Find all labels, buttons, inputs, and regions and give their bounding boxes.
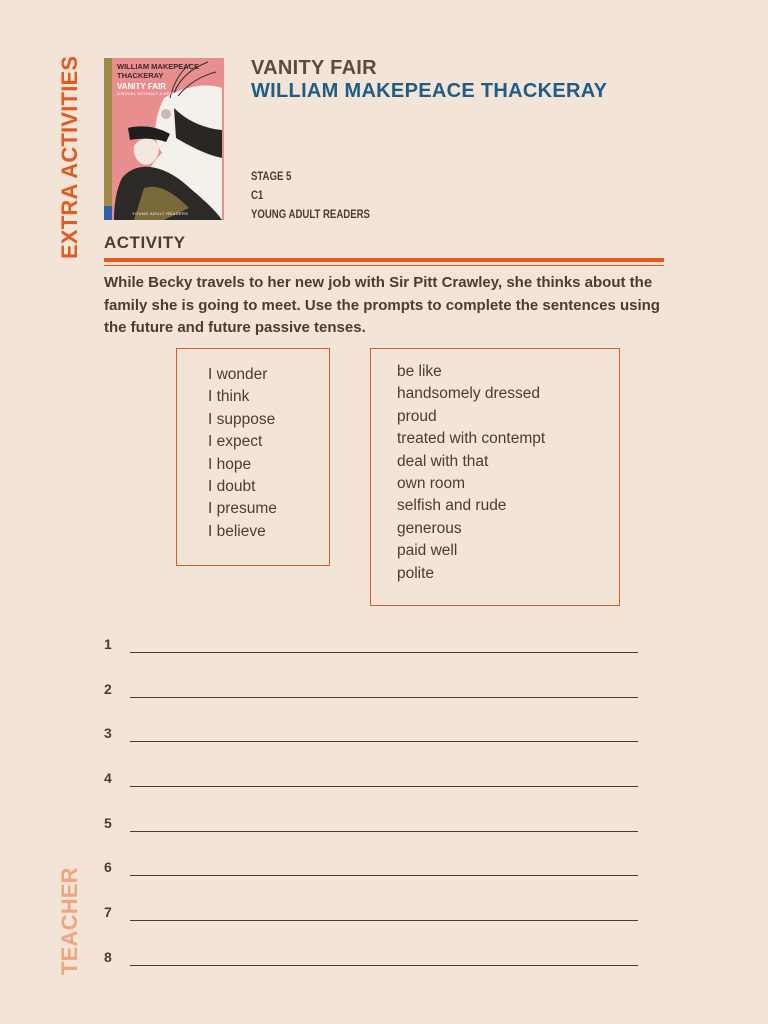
answer-number: 2 [104, 681, 112, 697]
cover-title: VANITY FAIR [117, 82, 167, 91]
answer-line[interactable] [130, 831, 638, 832]
answer-line[interactable] [130, 652, 638, 653]
answer-row-5[interactable] [104, 815, 644, 839]
answer-line[interactable] [130, 920, 638, 921]
prompt-box-phrases [370, 348, 620, 606]
heading-divider-thin [104, 265, 664, 266]
cover-subtitle: A NOVEL WITHOUT A HERO [117, 91, 177, 96]
prompt-item: selfish and rude [397, 497, 507, 515]
answer-number: 8 [104, 949, 112, 965]
book-title: VANITY FAIR [251, 57, 377, 79]
answer-line[interactable] [130, 786, 638, 787]
prompt-item: I presume [208, 500, 277, 518]
answer-number: 7 [104, 904, 112, 920]
answer-line[interactable] [130, 741, 638, 742]
prompt-item: treated with contempt [397, 430, 546, 448]
prompt-item: I doubt [208, 478, 256, 496]
teacher-label: TEACHER [57, 867, 82, 975]
answer-number: 1 [104, 636, 112, 652]
answer-row-8[interactable] [104, 949, 644, 973]
book-cover-image [104, 58, 224, 220]
book-stage: STAGE 5 [251, 169, 292, 183]
answer-row-3[interactable] [104, 725, 644, 749]
answer-number: 6 [104, 859, 112, 875]
cover-spine [104, 58, 112, 220]
prompt-item: I hope [208, 455, 252, 473]
activity-instructions: While Becky travels to her new job with Sir Pitt Crawley, she thinks about the family she is going to meet. Use the prompts to complete the sentences using the future and future passive tenses. [104, 274, 660, 336]
answer-number: 5 [104, 815, 112, 831]
answer-number: 4 [104, 770, 112, 786]
prompt-item: polite [397, 564, 435, 582]
cover-series: YOUNG ADULT READERS [132, 211, 189, 216]
prompt-item: own room [397, 475, 466, 493]
prompt-item: I think [208, 388, 250, 406]
prompt-item: paid well [397, 542, 458, 560]
prompt-item: I believe [208, 522, 266, 540]
answer-line[interactable] [130, 697, 638, 698]
book-author: WILLIAM MAKEPEACE THACKERAY [251, 80, 608, 102]
answer-line[interactable] [130, 965, 638, 966]
answer-row-6[interactable] [104, 859, 644, 883]
activity-heading: ACTIVITY [104, 233, 186, 252]
heading-divider-thick [104, 258, 664, 262]
prompt-item: I expect [208, 433, 263, 451]
prompt-item: be like [397, 363, 442, 380]
book-series: YOUNG ADULT READERS [251, 207, 370, 221]
book-level: C1 [251, 188, 264, 202]
cover-spine-badge [104, 206, 112, 220]
prompt-item: generous [397, 519, 462, 537]
prompt-item: I suppose [208, 410, 276, 428]
cover-author: WILLIAM MAKEPEACE THACKERAY [117, 62, 200, 80]
answer-row-1[interactable] [104, 636, 644, 660]
answer-number: 3 [104, 725, 112, 741]
prompt-item: deal with that [397, 452, 489, 470]
answer-row-7[interactable] [104, 904, 644, 928]
extra-activities-label: EXTRA ACTIVITIES [57, 55, 82, 259]
answer-line[interactable] [130, 875, 638, 876]
prompt-item: handsomely dressed [397, 385, 541, 403]
prompt-item: I wonder [208, 366, 268, 383]
prompt-box-verbs [176, 348, 330, 566]
answer-row-4[interactable] [104, 770, 644, 794]
prompt-item: proud [397, 407, 437, 425]
answer-row-2[interactable] [104, 681, 644, 705]
